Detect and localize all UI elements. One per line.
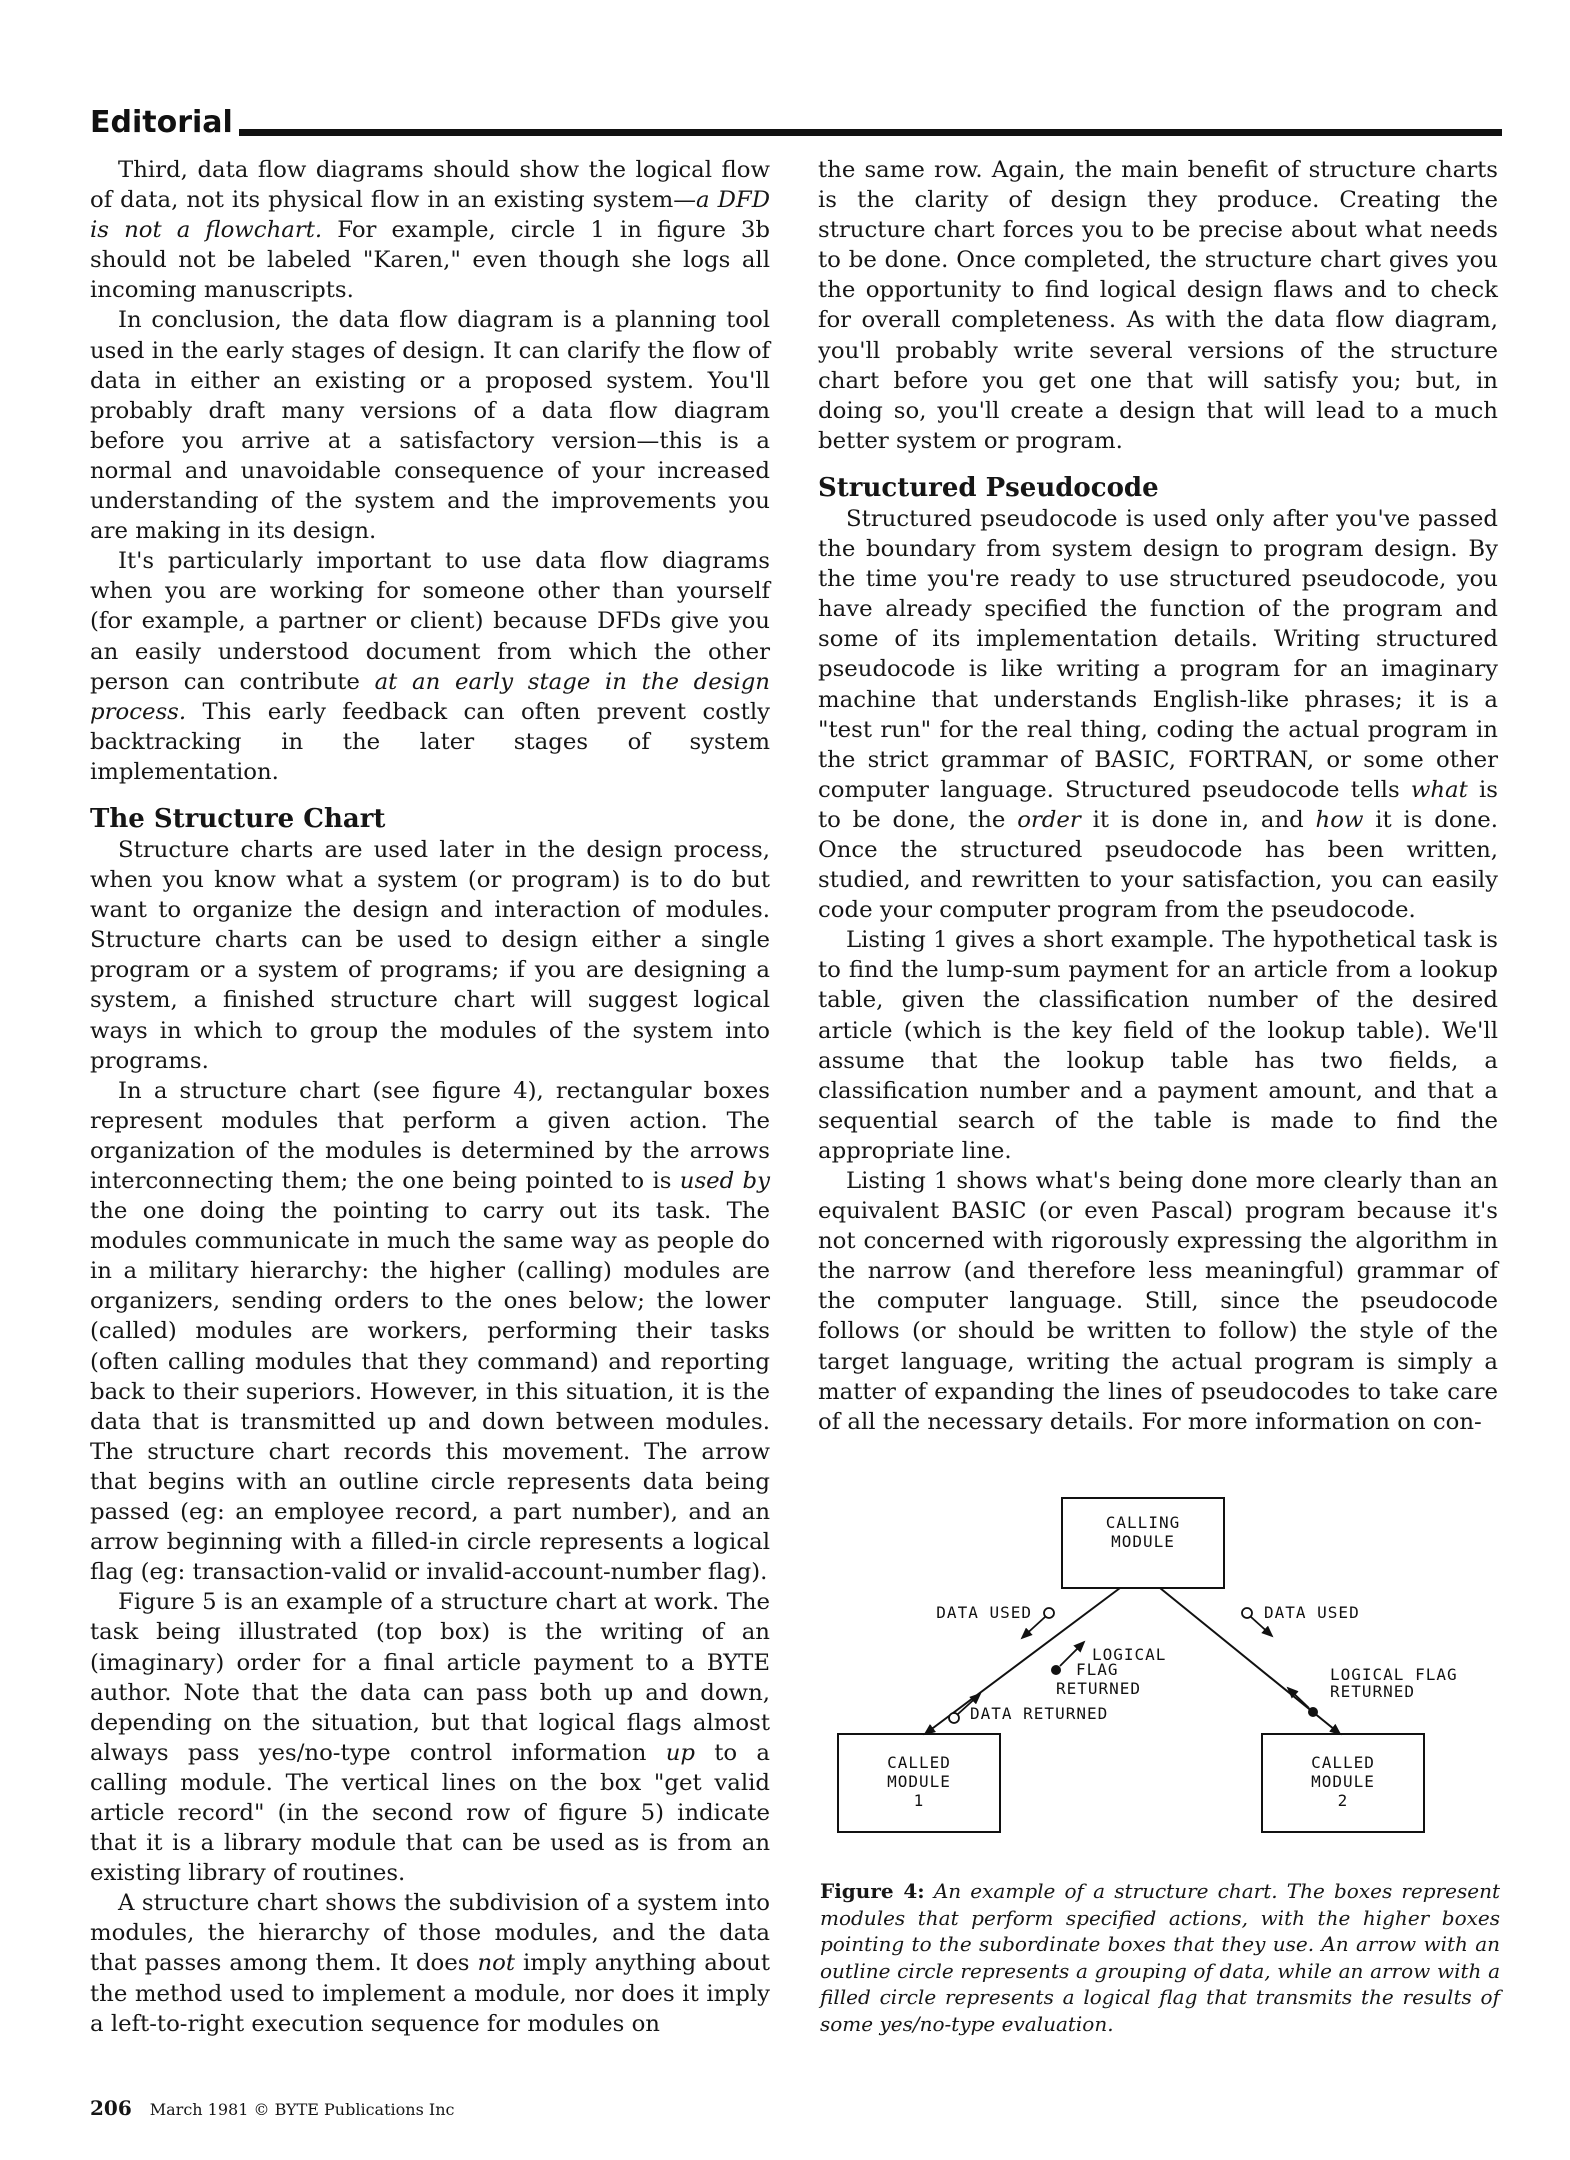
- page-header: [90, 104, 1502, 138]
- section-label: Editorial: [90, 105, 233, 140]
- figure-caption-label: Figure 4:: [820, 1879, 925, 1903]
- data-used-label-left: DATA USED: [936, 1603, 1032, 1622]
- called-module-2-label: MODULE: [1311, 1772, 1375, 1791]
- paragraph: A structure chart shows the subdivision of a system into modules, the hierarchy of those modules, and the data that passes among them. It does not imply anything about the method used to implement a module, nor does it imply a left-to-right execution sequence for modules on: [90, 1890, 770, 2037]
- called-module-1-label: MODULE: [887, 1772, 951, 1791]
- paragraph: Listing 1 shows what's being done more clearly than an equivalent BASIC (or even Pascal) program because it's not concerned with rigorously expressing the algorithm in the narrow (and therefore less meaningful) grammar of the computer language. Still, since the pseudocode follows (or should be written to follow) the style of the target language, writing the actual program is simply a matter of expanding the lines of pseudocodes to take care of all the necessary details. For more information on con-: [818, 1168, 1498, 1435]
- logical-flag-label-center: LOGICAL: [1092, 1645, 1167, 1664]
- section-heading: Structured Pseudocode: [818, 472, 1159, 503]
- paragraph: Listing 1 gives a short example. The hypothetical task is to find the lump-sum payment for an article from a lookup table, given the classification number of the desired article (which is the key field of the lookup table). We'll assume that the lookup table has two fields, a classification number and a payment amount, and that a sequential search of the table is made to find the appropriate line.: [818, 927, 1498, 1164]
- data-used-label-right: DATA USED: [1264, 1603, 1360, 1622]
- logical-flag-label-center: RETURNED: [1056, 1679, 1142, 1698]
- figure-caption-text: An example of a structure chart. The boxes represent modules that perform specified actions, with the higher boxes pointing to the subordinate boxes that they use. An arrow with an outline circle represents a grouping of data, while an arrow with a filled circle represents a logical flag that transmits the results of some yes/no-type evaluation.: [820, 1879, 1500, 2036]
- paragraph: Third, data flow diagrams should show the logical flow of data, not its physical flow in an existing system—a DFD is not a flowchart. For example, circle 1 in figure 3b should not be labeled "Karen," even though she logs all incoming manuscripts.: [90, 157, 771, 304]
- paragraph: It's particularly important to use data flow diagrams when you are working for someone other than yourself (for example, a partner or client) because DFDs give you an easily understood document from which the other person can contribute at an early stage in the design process. This early feedback can often prevent costly backtracking in the later stages of system implementation.: [90, 548, 770, 785]
- page-footer: [90, 2098, 454, 2120]
- header-rule: [239, 129, 1502, 136]
- paragraph: the same row. Again, the main benefit of structure charts is the clarity of design they produce. Creating the structure chart forces you to be precise about what needs to be done. Once completed, the structure chart gives you the opportunity to find logical design flaws and to check for overall completeness. As with the data flow diagram, you'll probably write several versions of the structure chart before you get one that will satisfy you; but, in doing so, you'll create a design that will lead to a much better system or program.: [818, 157, 1498, 454]
- paragraph: In conclusion, the data flow diagram is a planning tool used in the early stages of design. It can clarify the flow of data in either an existing or a proposed system. You'll probably draft many versions of a data flow diagram before you arrive at a satisfactory version—this is a normal and unavoidable consequence of your increased understanding of the system and the improvements you are making in its design.: [90, 307, 770, 545]
- logical-flag-label-right: LOGICAL FLAG: [1330, 1665, 1458, 1684]
- calling-module-label: CALLING: [1105, 1513, 1181, 1532]
- logical-flag-label-center: FLAG: [1076, 1660, 1119, 1679]
- issue-line: March 1981 © BYTE Publications Inc: [149, 2100, 455, 2119]
- flag-couple-circle: [1051, 1665, 1061, 1675]
- figure-caption: [820, 1878, 1500, 2037]
- data-couple-circle: [1044, 1608, 1054, 1618]
- section-heading: The Structure Chart: [90, 803, 386, 834]
- paragraph: Figure 5 is an example of a structure chart at work. The task being illustrated (top box) is the writing of an (imaginary) order for a final article payment to a BYTE author. Note that the data can pass both up and down, depending on the situation, but that logical flags almost always pass yes/no-type control information up to a calling module. The vertical lines on the box "get valid article record" (in the second row of figure 5) indicate that it is a library module that can be used as is from an existing library of routines.: [90, 1589, 770, 1887]
- paragraph: Structured pseudocode is used only after you've passed the boundary from system design to program design. By the time you're ready to use structured pseudocode, you have already specified the function of the program and some of its implementation details. Writing structured pseudocode is like writing a program for an imaginary machine that understands English-like phrases; it is a "test run" for the real thing, coding the actual program in the strict grammar of BASIC, FORTRAN, or some other computer language. Structured pseudocode tells what is to be done, the order it is done in, and how it is done. Once the structured pseudocode has been written, studied, and rewritten to your satisfaction, you can easily code your computer program from the pseudocode.: [818, 505, 1499, 924]
- flag-couple-circle: [1308, 1707, 1318, 1717]
- data-returned-label: DATA RETURNED: [970, 1704, 1109, 1723]
- called-module-1-label: CALLED: [887, 1753, 951, 1772]
- left-column: [90, 155, 770, 2039]
- calling-module-label: MODULE: [1111, 1532, 1175, 1551]
- logical-flag-arrow-right: [1288, 1688, 1309, 1708]
- paragraph: In a structure chart (see figure 4), rectangular boxes represent modules that perform a given action. The organization of the modules is determined by the arrows interconnecting them; the one being pointed to is used by the one doing the pointing to carry out its task. The modules communicate in much the same way as people do in a military hierarchy: the higher (calling) modules are organizers, sending orders to the ones below; the lower (called) modules are workers, performing their tasks (often calling modules that they command) and reporting back to their superiors. However, in this situation, it is the data that is transmitted up and down between modules. The structure chart records this movement. The arrow that begins with an outline circle represents data being passed (eg: an employee record, a part number), and an arrow beginning with a filled-in circle represents a logical flag (eg: transaction-valid or invalid-account-number flag).: [90, 1077, 771, 1586]
- logical-flag-label-right: RETURNED: [1330, 1682, 1416, 1701]
- called-module-2-label: 2: [1337, 1791, 1349, 1810]
- page-number: 206: [90, 2096, 132, 2120]
- structure-chart-figure: [830, 1490, 1510, 1850]
- right-column: [818, 155, 1498, 1437]
- data-couple-circle: [1242, 1608, 1252, 1618]
- called-module-2-label: CALLED: [1311, 1753, 1375, 1772]
- data-couple-circle: [949, 1713, 959, 1723]
- called-module-1-label: 1: [913, 1791, 925, 1810]
- paragraph: Structure charts are used later in the design process, when you know what a system (or program) is to do but want to organize the design and interaction of modules. Structure charts can be used to design either a single program or a system of programs; if you are designing a system, a finished structure chart will suggest logical ways in which to group the modules of the system into programs.: [90, 836, 770, 1074]
